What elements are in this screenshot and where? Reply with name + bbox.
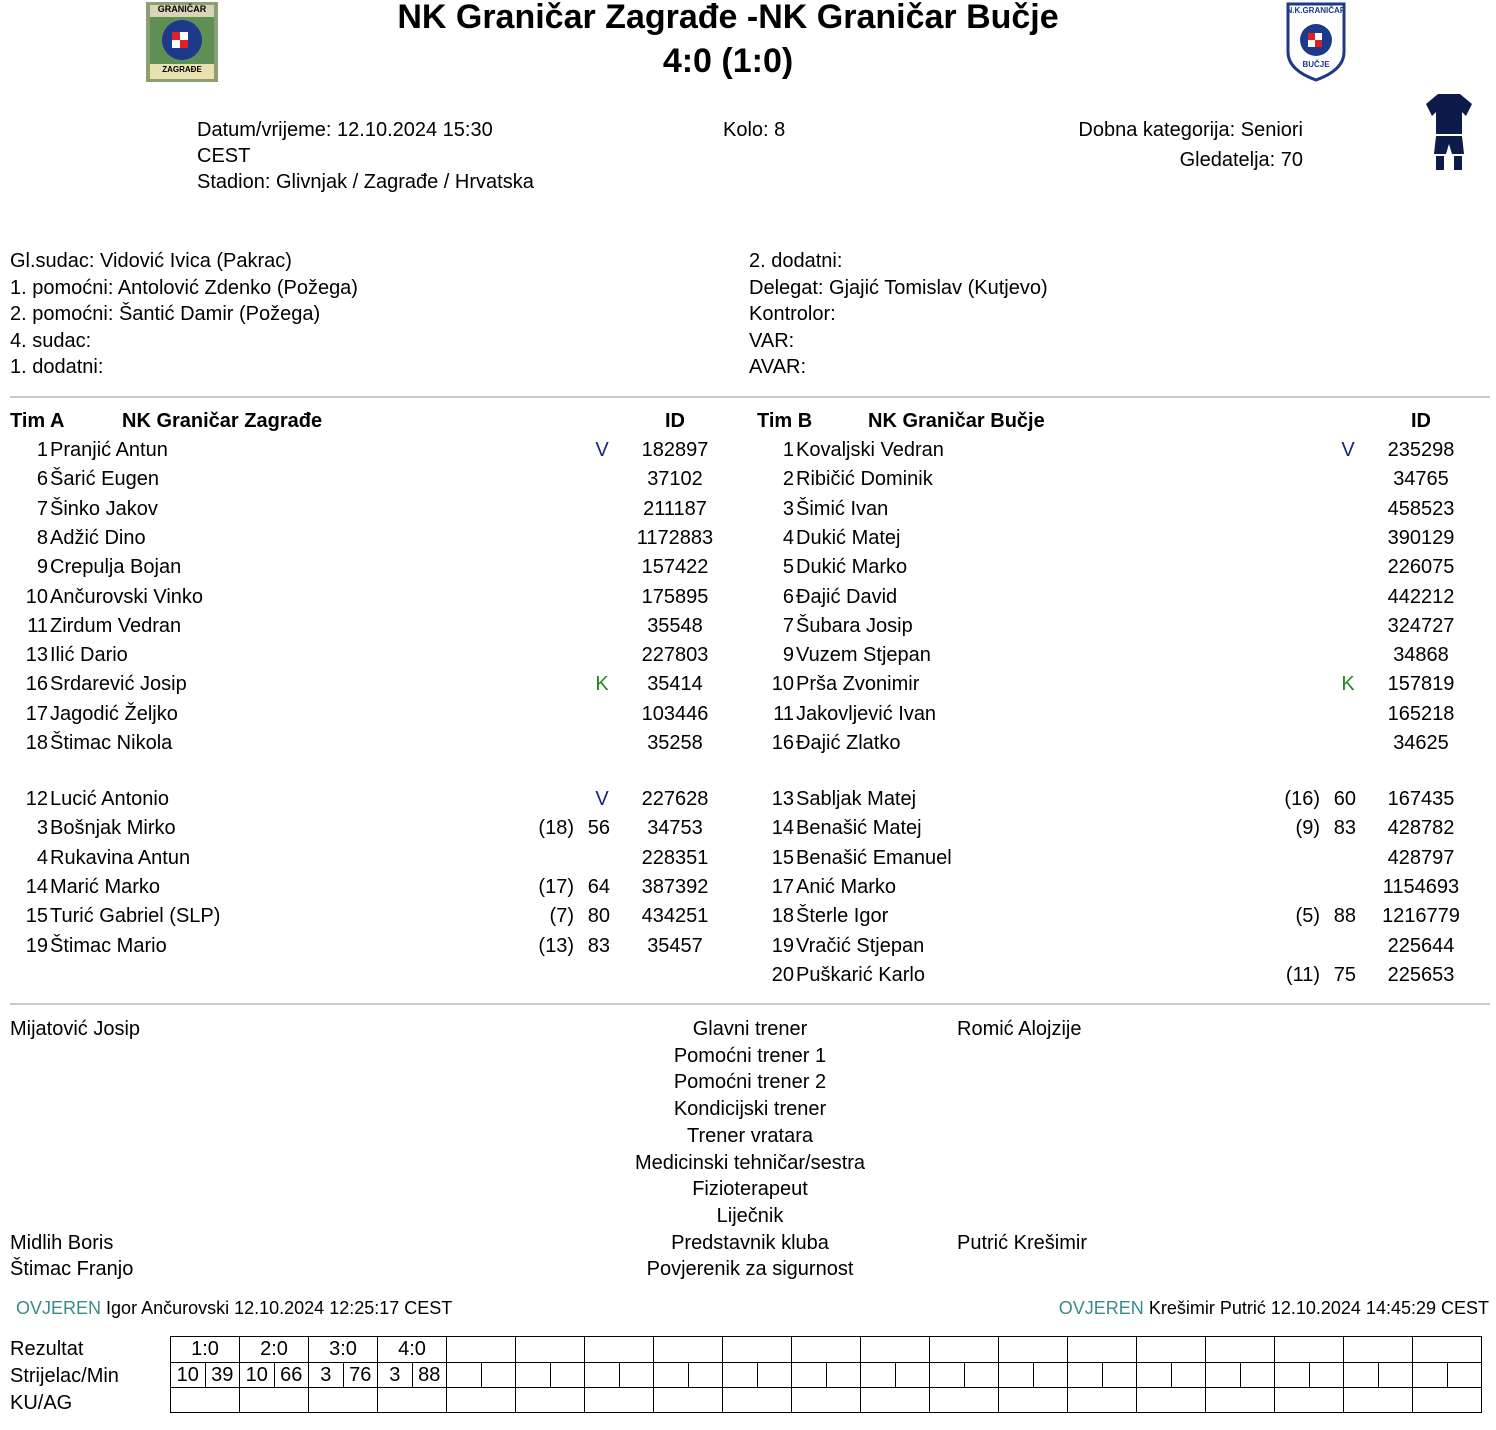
player-id: 235298 — [1387, 439, 1455, 461]
team-a-name: NK Graničar Zagrađe — [122, 410, 323, 432]
player-name: Lucić Antonio — [50, 788, 169, 810]
ku-ag-cell — [1137, 1388, 1206, 1413]
captain-mark: K — [595, 673, 609, 696]
scorer-minute: 39 — [205, 1363, 240, 1388]
player-row — [756, 873, 1496, 901]
player-id: 442212 — [1387, 585, 1455, 608]
staff-role: Pomoćni trener 2 — [673, 1071, 827, 1094]
result-cell — [447, 1337, 516, 1363]
player-row — [756, 700, 1496, 728]
sub-minute: 83 — [587, 934, 610, 957]
player-name: Šubara Josip — [796, 614, 913, 637]
player-row — [10, 700, 750, 728]
scorer-minute — [550, 1363, 585, 1388]
player-name: Šterle Igor — [796, 905, 889, 928]
player-name: Benašić Emanuel — [796, 846, 952, 869]
player-name: Srdarević Josip — [50, 673, 187, 696]
player-id: 1154693 — [1382, 875, 1460, 898]
sub-minute: 75 — [1333, 963, 1356, 986]
ku-ag-cell — [378, 1388, 447, 1413]
scorer-number — [1413, 1363, 1448, 1388]
verified-text: Igor Ančurovski 12.10.2024 12:25:17 CEST — [106, 1298, 453, 1318]
player-row — [10, 785, 750, 813]
player-name: Zirdum Vedran — [50, 614, 182, 637]
player-name: Vuzem Stjepan — [796, 644, 931, 667]
team-b-label: Tim B — [757, 410, 813, 432]
player-id: 182897 — [641, 439, 709, 461]
player-row — [10, 436, 750, 464]
player-id: 324727 — [1387, 614, 1455, 637]
team-a-label: Tim A — [10, 410, 65, 432]
player-number: 10 — [771, 673, 794, 696]
player-row — [10, 729, 750, 757]
scorer-number — [930, 1363, 965, 1388]
player-name: Sabljak Matej — [796, 788, 917, 810]
result-cell — [516, 1337, 585, 1363]
result-cell: 1:0 — [171, 1337, 240, 1363]
player-row — [756, 583, 1496, 611]
divider — [10, 1003, 1490, 1005]
sub-minute: 88 — [1333, 905, 1356, 928]
staff-home-member: Midlih Boris — [10, 1231, 114, 1254]
player-row — [10, 873, 750, 901]
staff-role: Glavni trener — [692, 1018, 808, 1040]
player-id: 157422 — [641, 556, 709, 579]
player-id: 225644 — [1387, 934, 1455, 957]
player-name: Kovaljski Vedran — [796, 439, 944, 461]
home-club-logo — [146, 2, 218, 82]
player-row — [10, 844, 750, 872]
scorer-label: Strijelac/Min — [10, 1365, 119, 1387]
result-cell: 3:0 — [309, 1337, 378, 1363]
staff-role: Kondicijski trener — [673, 1098, 827, 1121]
player-id: 35457 — [647, 934, 703, 957]
scorer-minute — [1102, 1363, 1137, 1388]
scorer-minute — [1309, 1363, 1344, 1388]
scorer-minute — [1033, 1363, 1068, 1388]
verified-text: Krešimir Putrić 12.10.2024 14:45:29 CEST — [1148, 1298, 1489, 1318]
player-name: Šarić Eugen — [50, 468, 159, 491]
player-name: Anić Marko — [796, 875, 897, 898]
player-id: 428782 — [1387, 817, 1455, 840]
player-name: Ilić Dario — [50, 644, 128, 667]
player-name: Ribičić Dominik — [796, 468, 933, 491]
player-row — [756, 524, 1496, 552]
player-number: 16 — [771, 732, 794, 754]
player-id: 34765 — [1393, 468, 1449, 491]
player-id: 175895 — [641, 585, 709, 608]
scorer-number — [1137, 1363, 1172, 1388]
player-id: 227803 — [641, 644, 709, 667]
team-b-id-header: ID — [1411, 410, 1431, 432]
ku-ag-cell — [999, 1388, 1068, 1413]
player-row — [756, 436, 1496, 464]
player-number: 11 — [773, 702, 794, 725]
official-entry: VAR: — [749, 329, 795, 352]
player-row — [756, 844, 1496, 872]
result-cell — [1206, 1337, 1275, 1363]
verification-away — [900, 1298, 1489, 1319]
divider — [10, 396, 1490, 398]
player-number: 6 — [782, 585, 794, 608]
team-a-id-header: ID — [665, 410, 685, 432]
player-id: 165218 — [1387, 702, 1455, 725]
staff-role: Trener vratara — [687, 1124, 813, 1147]
player-name: Crepulja Bojan — [50, 556, 182, 579]
verification-home — [16, 1298, 452, 1319]
player-row — [756, 465, 1496, 493]
ku-ag-cell — [723, 1388, 792, 1413]
sub-minute: 56 — [587, 817, 610, 840]
player-row — [10, 583, 750, 611]
scorer-number — [1344, 1363, 1379, 1388]
goalkeeper-mark: V — [1341, 439, 1355, 461]
scorer-minute: 88 — [412, 1363, 447, 1388]
player-row — [756, 670, 1496, 698]
ku-ag-row — [171, 1388, 1482, 1413]
result-cell — [1275, 1337, 1344, 1363]
scorer-number — [585, 1363, 620, 1388]
scorer-minute — [964, 1363, 999, 1388]
player-name: Štimac Mario — [50, 934, 167, 957]
player-name: Turić Gabriel (SLP) — [50, 905, 221, 928]
result-cell — [999, 1337, 1068, 1363]
player-number: 9 — [36, 556, 48, 579]
scorer-minute — [619, 1363, 654, 1388]
player-number: 17 — [771, 875, 794, 898]
player-number: 4 — [782, 526, 794, 549]
player-number: 16 — [25, 673, 48, 696]
scorer-number: 10 — [240, 1363, 275, 1388]
player-name: Dukić Marko — [796, 556, 908, 579]
player-number: 14 — [771, 817, 794, 840]
player-row — [756, 902, 1496, 930]
player-id: 103446 — [641, 702, 709, 725]
scorer-minute — [826, 1363, 861, 1388]
player-row — [10, 524, 750, 552]
player-id: 1216779 — [1382, 905, 1460, 928]
scorer-number — [723, 1363, 758, 1388]
player-number: 8 — [36, 526, 48, 549]
player-name: Šimić Ivan — [796, 497, 889, 520]
scorer-number: 10 — [171, 1363, 206, 1388]
scorer-minute — [1447, 1363, 1482, 1388]
player-name: Šinko Jakov — [50, 497, 158, 520]
sub-replaced: (5) — [1295, 905, 1320, 928]
player-row — [10, 902, 750, 930]
result-cell — [654, 1337, 723, 1363]
match-timezone: CEST — [197, 145, 251, 167]
team-b-name: NK Graničar Bučje — [868, 410, 1045, 432]
home-logo-bottom-text: ZAGRAĐE — [162, 65, 202, 74]
scorer-number — [1206, 1363, 1241, 1388]
player-id: 387392 — [641, 875, 709, 898]
player-row — [10, 641, 750, 669]
sub-replaced: (17) — [538, 875, 574, 898]
ku-ag-cell — [1206, 1388, 1275, 1413]
ku-ag-cell — [1068, 1388, 1137, 1413]
ku-ag-cell — [1344, 1388, 1413, 1413]
staff-role: Fizioterapeut — [692, 1178, 808, 1201]
verified-tag: OVJEREN — [1058, 1298, 1144, 1318]
player-name: Prša Zvonimir — [796, 673, 920, 696]
player-name: Jakovljević Ivan — [796, 702, 937, 725]
player-id: 37102 — [647, 468, 703, 491]
away-club-logo — [1286, 2, 1346, 82]
player-number: 14 — [25, 875, 48, 898]
score-table — [170, 1336, 1482, 1413]
player-row — [756, 553, 1496, 581]
result-cell — [861, 1337, 930, 1363]
official-entry: Gl.sudac: Vidović Ivica (Pakrac) — [10, 250, 292, 272]
scorer-minute — [481, 1363, 516, 1388]
staff-away-member: Putrić Krešimir — [957, 1231, 1088, 1254]
scorer-minute: 66 — [274, 1363, 309, 1388]
player-id: 428797 — [1387, 846, 1455, 869]
official-entry: Delegat: Gjajić Tomislav (Kutjevo) — [749, 276, 1048, 299]
result-label: Rezultat — [10, 1338, 84, 1360]
ku-ag-cell — [792, 1388, 861, 1413]
player-number: 13 — [771, 788, 794, 810]
sub-replaced: (13) — [538, 934, 574, 957]
match-datetime: Datum/vrijeme: 12.10.2024 15:30 — [197, 119, 493, 141]
player-name: Adžić Dino — [50, 526, 146, 549]
sub-replaced: (7) — [549, 905, 574, 928]
result-cell — [792, 1337, 861, 1363]
player-row — [10, 612, 750, 640]
player-number: 19 — [771, 934, 794, 957]
sub-minute: 80 — [587, 905, 610, 928]
scorer-number — [516, 1363, 551, 1388]
player-id: 458523 — [1387, 497, 1455, 520]
staff-role: Pomoćni trener 1 — [673, 1044, 827, 1067]
result-cell — [723, 1337, 792, 1363]
official-entry: AVAR: — [749, 356, 807, 378]
player-id: 35258 — [647, 732, 703, 754]
away-logo-top-text: N.K.GRANIČAR — [1286, 6, 1346, 15]
age-category: Dobna kategorija: Seniori — [1078, 119, 1303, 141]
player-name: Benašić Matej — [796, 817, 922, 840]
sub-minute: 60 — [1333, 788, 1356, 810]
player-id: 1172883 — [636, 526, 714, 549]
player-row — [756, 814, 1496, 842]
ku-ag-cell — [171, 1388, 240, 1413]
ku-ag-label: KU/AG — [10, 1392, 73, 1414]
player-name: Dukić Matej — [796, 526, 901, 549]
result-cell — [1413, 1337, 1482, 1363]
player-number: 18 — [771, 905, 794, 928]
player-row — [756, 729, 1496, 757]
player-number: 1 — [782, 439, 794, 461]
player-number: 9 — [782, 644, 794, 667]
official-entry: 1. dodatni: — [10, 356, 104, 378]
player-id: 227628 — [641, 788, 709, 810]
player-row — [10, 465, 750, 493]
player-id: 34625 — [1393, 732, 1449, 754]
player-name: Puškarić Karlo — [796, 963, 925, 986]
player-name: Rukavina Antun — [50, 846, 191, 869]
staff-home-member: Štimac Franjo — [10, 1258, 134, 1281]
player-name: Pranjić Antun — [50, 439, 168, 461]
player-id: 35414 — [647, 673, 703, 696]
scorer-minute — [757, 1363, 792, 1388]
goalkeeper-mark: V — [595, 788, 609, 810]
player-number: 3 — [782, 497, 794, 520]
staff-role: Liječnik — [716, 1204, 784, 1227]
player-number: 17 — [25, 702, 48, 725]
ku-ag-cell — [309, 1388, 378, 1413]
ku-ag-cell — [585, 1388, 654, 1413]
ku-ag-cell — [930, 1388, 999, 1413]
player-number: 4 — [36, 846, 48, 869]
player-id: 34753 — [647, 817, 703, 840]
sub-replaced: (18) — [538, 817, 574, 840]
sub-replaced: (16) — [1284, 788, 1320, 810]
scorer-number — [654, 1363, 689, 1388]
scorer-minute — [1171, 1363, 1206, 1388]
player-number: 18 — [25, 732, 48, 754]
player-name: Ančurovski Vinko — [50, 585, 204, 608]
staff-role: Povjerenik za sigurnost — [646, 1258, 854, 1281]
captain-mark: K — [1341, 673, 1355, 696]
home-logo-top-text: GRANIČAR — [157, 4, 207, 14]
staff-away-member: Romić Alojzije — [957, 1018, 1082, 1040]
player-id: 226075 — [1387, 556, 1455, 579]
goalkeeper-mark: V — [595, 439, 609, 461]
scorer-number: 3 — [309, 1363, 344, 1388]
player-number: 10 — [25, 585, 48, 608]
scorer-number — [999, 1363, 1034, 1388]
player-row — [10, 814, 750, 842]
player-name: Bošnjak Mirko — [50, 817, 176, 840]
ku-ag-cell — [1413, 1388, 1482, 1413]
scorer-minute: 76 — [343, 1363, 378, 1388]
player-row — [10, 553, 750, 581]
player-row — [756, 932, 1496, 960]
player-id: 390129 — [1387, 526, 1455, 549]
away-logo-bottom-text: BUČJE — [1302, 60, 1330, 69]
ku-ag-cell — [1275, 1388, 1344, 1413]
match-score: 4:0 (1:0) — [662, 42, 794, 80]
official-entry: 4. sudac: — [10, 329, 92, 352]
result-cell — [1344, 1337, 1413, 1363]
player-row — [756, 641, 1496, 669]
player-number: 20 — [771, 963, 794, 986]
scorer-number — [861, 1363, 896, 1388]
sub-minute: 83 — [1333, 817, 1356, 840]
ku-ag-cell — [516, 1388, 585, 1413]
result-cell — [1137, 1337, 1206, 1363]
player-number: 11 — [27, 614, 48, 637]
player-row — [10, 495, 750, 523]
ku-ag-cell — [654, 1388, 723, 1413]
player-name: Štimac Nikola — [50, 732, 173, 754]
sub-minute: 64 — [587, 875, 610, 898]
player-id: 34868 — [1393, 644, 1449, 667]
verified-tag: OVJEREN — [16, 1298, 102, 1318]
match-stadium: Stadion: Glivnjak / Zagrađe / Hrvatska — [197, 171, 534, 193]
player-row — [756, 495, 1496, 523]
scorer-minute — [895, 1363, 930, 1388]
player-number: 6 — [36, 468, 48, 491]
player-name: Marić Marko — [50, 875, 161, 898]
staff-role: Medicinski tehničar/sestra — [634, 1151, 866, 1174]
player-id: 434251 — [641, 905, 709, 928]
result-cell — [930, 1337, 999, 1363]
scorer-minute — [1240, 1363, 1275, 1388]
ku-ag-cell — [240, 1388, 309, 1413]
player-row — [756, 961, 1496, 989]
staff-home-member: Mijatović Josip — [10, 1018, 141, 1040]
player-number: 2 — [782, 468, 794, 491]
result-row — [171, 1337, 1482, 1363]
player-number: 3 — [36, 817, 48, 840]
official-entry: 2. pomoćni: Šantić Damir (Požega) — [10, 303, 321, 325]
official-entry: Kontrolor: — [749, 303, 836, 325]
player-number: 7 — [782, 614, 794, 637]
team-kit-icon — [1424, 92, 1474, 178]
sub-replaced: (9) — [1295, 817, 1320, 840]
player-row — [756, 612, 1496, 640]
scorer-number — [1068, 1363, 1103, 1388]
ku-ag-cell — [447, 1388, 516, 1413]
player-row — [10, 670, 750, 698]
scorer-minute — [1378, 1363, 1413, 1388]
scorer-number — [1275, 1363, 1310, 1388]
player-id: 157819 — [1387, 673, 1455, 696]
player-id: 225653 — [1387, 963, 1455, 986]
sub-replaced: (11) — [1285, 963, 1320, 986]
player-number: 1 — [36, 439, 48, 461]
result-cell: 4:0 — [378, 1337, 447, 1363]
player-number: 15 — [771, 846, 794, 869]
player-number: 12 — [25, 788, 48, 810]
staff-role: Predstavnik kluba — [671, 1231, 829, 1254]
match-title: NK Graničar Zagrađe -NK Graničar Bučje — [397, 0, 1059, 36]
scorer-number — [792, 1363, 827, 1388]
result-cell: 2:0 — [240, 1337, 309, 1363]
player-name: Đajić Zlatko — [796, 732, 901, 754]
player-number: 19 — [25, 934, 48, 957]
player-id: 167435 — [1387, 788, 1455, 810]
player-name: Vračić Stjepan — [796, 934, 925, 957]
result-cell — [585, 1337, 654, 1363]
match-round: Kolo: 8 — [723, 119, 786, 141]
official-entry: 1. pomoćni: Antolović Zdenko (Požega) — [10, 276, 358, 299]
player-row — [756, 785, 1496, 813]
scorer-number — [447, 1363, 482, 1388]
player-number: 5 — [782, 556, 794, 579]
player-name: Đajić David — [796, 585, 898, 608]
player-number: 15 — [25, 905, 48, 928]
player-id: 35548 — [647, 614, 703, 637]
player-id: 211187 — [643, 497, 707, 520]
spectators: Gledatelja: 70 — [1179, 149, 1303, 171]
player-id: 228351 — [641, 846, 709, 869]
scorer-number: 3 — [378, 1363, 413, 1388]
result-cell — [1068, 1337, 1137, 1363]
player-number: 7 — [36, 497, 48, 520]
official-entry: 2. dodatni: — [749, 250, 843, 272]
player-name: Jagodić Željko — [50, 702, 178, 725]
ku-ag-cell — [861, 1388, 930, 1413]
player-row — [10, 932, 750, 960]
scorer-row — [171, 1363, 1482, 1388]
player-number: 13 — [25, 644, 48, 667]
scorer-minute — [688, 1363, 723, 1388]
